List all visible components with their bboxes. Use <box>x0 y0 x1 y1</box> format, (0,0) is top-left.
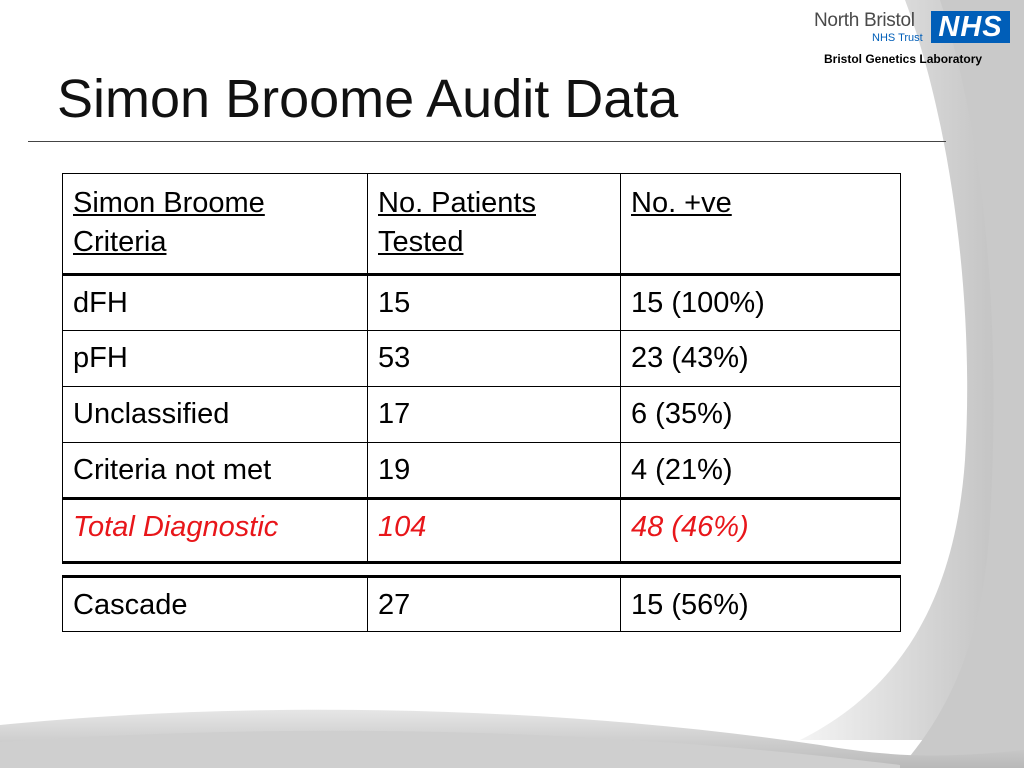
table-row <box>63 331 901 387</box>
row-criteria-cell: pFH <box>63 331 368 387</box>
total-diagnostic-row <box>63 499 901 563</box>
cascade-row <box>63 577 901 632</box>
row-criteria-cell: dFH <box>63 275 368 331</box>
row-tested-cell: 53 <box>368 331 621 387</box>
row-criteria-cell: Unclassified <box>63 387 368 443</box>
row-tested-cell: 17 <box>368 387 621 443</box>
audit-table <box>62 173 901 564</box>
table-row <box>63 387 901 443</box>
cascade-table <box>62 575 901 632</box>
logo-nhs-trust-text: NHS Trust <box>872 32 923 44</box>
cascade-label-cell: Cascade <box>63 577 368 632</box>
row-positive-cell: 23 (43%) <box>621 331 901 387</box>
row-positive-cell: 15 (100%) <box>621 275 901 331</box>
header-patients-tested: No. Patients Tested <box>368 174 621 275</box>
lab-name: Bristol Genetics Laboratory <box>824 52 983 66</box>
row-positive-cell: 6 (35%) <box>621 387 901 443</box>
cascade-tested-cell: 27 <box>368 577 621 632</box>
logo-north-bristol-text: North Bristol <box>814 10 915 31</box>
page-title: Simon Broome Audit Data <box>57 69 679 129</box>
total-tested-cell: 104 <box>368 499 621 563</box>
header-positive: No. +ve <box>621 174 901 275</box>
row-tested-cell: 19 <box>368 443 621 499</box>
row-tested-cell: 15 <box>368 275 621 331</box>
nhs-mark: NHS <box>931 11 1010 43</box>
table-row <box>63 275 901 331</box>
header-criteria: Simon Broome Criteria <box>63 174 368 275</box>
title-divider <box>28 141 946 142</box>
cascade-positive-cell: 15 (56%) <box>621 577 901 632</box>
total-positive-cell: 48 (46%) <box>621 499 901 563</box>
row-positive-cell: 4 (21%) <box>621 443 901 499</box>
table-header-row <box>63 174 901 275</box>
nhs-logo <box>814 10 1014 70</box>
row-criteria-cell: Criteria not met <box>63 443 368 499</box>
total-label-cell: Total Diagnostic <box>63 499 368 563</box>
table-row <box>63 443 901 499</box>
